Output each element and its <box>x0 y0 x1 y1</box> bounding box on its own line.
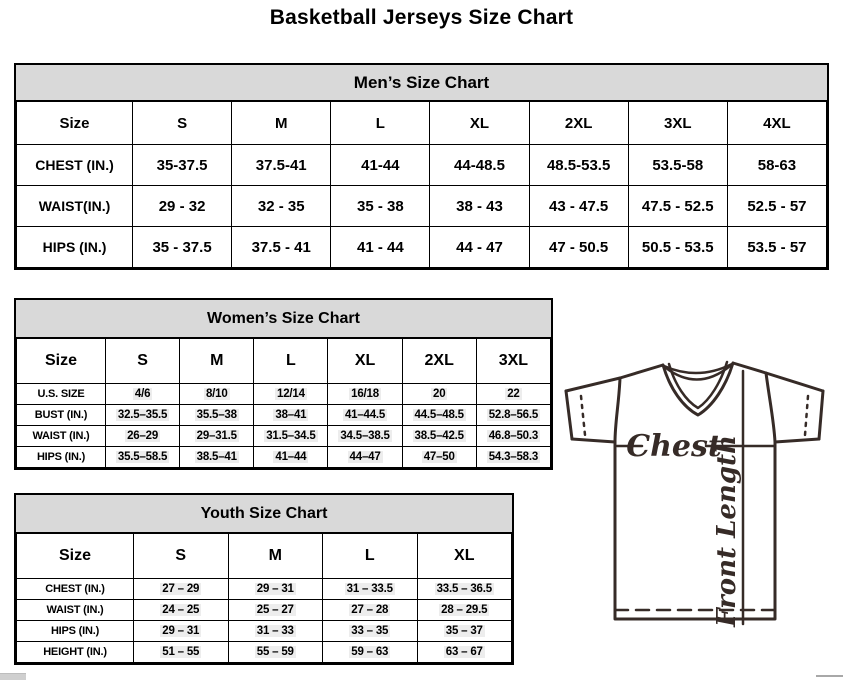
size-value: 27 – 29 <box>162 583 200 595</box>
size-value: 54.3–58.3 <box>488 451 539 463</box>
size-value-cell <box>180 405 254 426</box>
youth-chart-title: Youth Size Chart <box>16 495 512 533</box>
size-value: 38 - 43 <box>456 197 503 215</box>
size-value: 48.5-53.5 <box>546 156 611 174</box>
size-value: 63 – 67 <box>445 646 483 658</box>
table-row <box>17 405 551 426</box>
size-value: 25 – 27 <box>256 604 294 616</box>
row-label: HEIGHT (IN.) <box>17 642 134 663</box>
size-value: 44-48.5 <box>454 156 505 174</box>
size-col-header: S <box>134 534 229 579</box>
size-value-cell <box>628 227 727 268</box>
row-label: HIPS (IN.) <box>17 227 133 268</box>
jersey-right-sleeve-edge <box>819 391 823 439</box>
row-label: CHEST (IN.) <box>17 145 133 186</box>
size-value: 41-44 <box>361 156 400 174</box>
size-value: 31.5–34.5 <box>266 430 316 442</box>
size-value-cell <box>331 227 430 268</box>
size-value: 35 - 37.5 <box>152 238 212 256</box>
size-value-cell <box>529 145 628 186</box>
page-title: Basketball Jerseys Size Chart <box>269 6 574 29</box>
size-value: 44.5–48.5 <box>414 409 464 421</box>
size-value: 31 – 33 <box>256 625 294 637</box>
size-value-cell <box>133 227 232 268</box>
size-value: 27 – 28 <box>351 604 389 616</box>
table-row <box>17 447 551 468</box>
size-value: 28 – 29.5 <box>441 604 488 616</box>
size-value: 4/6 <box>134 388 151 400</box>
size-value-cell <box>232 227 331 268</box>
size-value-cell <box>402 384 476 405</box>
size-value: 32.5–35.5 <box>117 409 168 421</box>
size-value: 44 - 47 <box>456 238 503 256</box>
size-value-cell <box>628 186 727 227</box>
size-col-header: L <box>323 534 418 579</box>
jersey-right-sleeve-bottom <box>775 439 819 442</box>
size-col-header: M <box>228 534 323 579</box>
size-value-cell <box>402 405 476 426</box>
size-value-cell <box>476 447 550 468</box>
size-value: 33.5 – 36.5 <box>436 583 492 595</box>
size-value: 41–44.5 <box>344 409 386 421</box>
size-col-header: M <box>232 102 331 145</box>
size-value: 32 - 35 <box>257 197 305 215</box>
size-value: 12/14 <box>277 388 305 400</box>
jersey-left-sleeve-bottom <box>572 439 615 442</box>
size-value-cell <box>228 621 323 642</box>
size-value: 52.5 - 57 <box>747 197 807 215</box>
size-value-cell <box>328 426 402 447</box>
size-value-cell <box>254 405 328 426</box>
table-row <box>17 384 551 405</box>
size-value-cell <box>727 186 826 227</box>
row-label: HIPS (IN.) <box>17 621 134 642</box>
size-value-cell <box>180 447 254 468</box>
size-corner-header: Size <box>17 339 106 384</box>
jersey-right-cuff-dashes <box>805 396 808 435</box>
size-value-cell <box>328 405 402 426</box>
row-label: WAIST (IN.) <box>17 426 106 447</box>
size-value-cell <box>331 186 430 227</box>
size-value: 24 – 25 <box>162 604 200 616</box>
size-value-cell <box>529 227 628 268</box>
size-value: 46.8–50.3 <box>488 430 539 442</box>
mens-chart-title: Men’s Size Chart <box>16 65 827 101</box>
size-col-header: L <box>331 102 430 145</box>
size-value-cell <box>476 426 550 447</box>
size-value-cell <box>328 447 402 468</box>
size-value: 53.5 - 57 <box>747 238 807 256</box>
size-value-cell <box>417 579 512 600</box>
youth-size-chart <box>14 493 514 665</box>
size-value: 59 – 63 <box>351 646 389 658</box>
front-length-label: Front Length <box>712 435 742 627</box>
size-value-cell <box>323 642 418 663</box>
size-col-header: L <box>254 339 328 384</box>
size-value-cell <box>476 384 550 405</box>
size-header-row <box>17 534 512 579</box>
size-value-cell <box>228 600 323 621</box>
size-value: 16/18 <box>351 388 379 400</box>
size-value: 47 - 50.5 <box>549 238 609 256</box>
size-value-cell <box>328 384 402 405</box>
size-value: 37.5-41 <box>255 156 307 174</box>
size-value-cell <box>232 186 331 227</box>
size-value-cell <box>476 405 550 426</box>
size-col-header: 3XL <box>628 102 727 145</box>
table-row <box>17 186 827 227</box>
size-value-cell <box>727 145 826 186</box>
size-header-row <box>17 339 551 384</box>
size-value: 55 – 59 <box>256 646 294 658</box>
size-value-cell <box>133 145 232 186</box>
jersey-left-sleeve-edge <box>566 391 572 439</box>
jersey-left-cuff-dashes <box>581 396 585 435</box>
size-value: 38–41 <box>275 409 307 421</box>
table-row <box>17 227 827 268</box>
size-value: 44–47 <box>349 451 381 463</box>
size-value: 8/10 <box>205 388 228 400</box>
size-value-cell <box>417 621 512 642</box>
size-value-cell <box>133 186 232 227</box>
size-value-cell <box>106 384 180 405</box>
size-corner-header: Size <box>17 534 134 579</box>
size-value-cell <box>323 600 418 621</box>
size-value: 58-63 <box>757 156 797 174</box>
row-label: BUST (IN.) <box>17 405 106 426</box>
size-value: 29–31.5 <box>196 430 237 442</box>
size-col-header: 2XL <box>402 339 476 384</box>
size-value-cell <box>106 405 180 426</box>
jersey-measurement-diagram <box>556 358 843 674</box>
row-label: WAIST(IN.) <box>17 186 133 227</box>
youth-size-table <box>16 533 512 663</box>
size-col-header: XL <box>430 102 529 145</box>
size-value: 29 – 31 <box>162 625 200 637</box>
size-col-header: S <box>133 102 232 145</box>
jersey-diagram-svg <box>556 358 843 674</box>
size-value-cell <box>727 227 826 268</box>
size-value-cell <box>323 579 418 600</box>
size-value-cell <box>430 227 529 268</box>
size-col-header: XL <box>417 534 512 579</box>
size-value-cell <box>134 642 229 663</box>
size-value: 29 - 32 <box>158 197 206 215</box>
row-label: WAIST (IN.) <box>17 600 134 621</box>
row-label: HIPS (IN.) <box>17 447 106 468</box>
size-value-cell <box>628 145 727 186</box>
size-value-cell <box>232 145 331 186</box>
size-value: 37.5 - 41 <box>251 238 311 256</box>
size-value-cell <box>331 145 430 186</box>
size-value-cell <box>134 621 229 642</box>
size-value: 34.5–38.5 <box>340 430 390 442</box>
table-row <box>17 426 551 447</box>
size-value-cell <box>228 642 323 663</box>
womens-size-table <box>16 338 551 468</box>
size-col-header: S <box>106 339 180 384</box>
size-col-header: XL <box>328 339 402 384</box>
size-value: 35 – 37 <box>445 625 483 637</box>
size-value: 20 <box>433 388 446 400</box>
size-value: 50.5 - 53.5 <box>641 238 714 256</box>
jersey-right-shoulder <box>733 363 823 391</box>
size-value-cell <box>180 426 254 447</box>
size-value-cell <box>134 579 229 600</box>
size-value: 47.5 - 52.5 <box>641 197 714 215</box>
size-value-cell <box>417 600 512 621</box>
size-value-cell <box>430 145 529 186</box>
size-value: 38.5–42.5 <box>414 430 464 442</box>
jersey-left-seam <box>615 378 620 442</box>
size-value-cell <box>254 384 328 405</box>
table-row <box>17 145 827 186</box>
size-value: 29 – 31 <box>256 583 294 595</box>
size-value-cell <box>180 384 254 405</box>
size-value: 41–44 <box>275 451 307 463</box>
jersey-body <box>615 442 775 619</box>
jersey-left-shoulder <box>566 365 663 391</box>
size-value: 35.5–58.5 <box>117 451 168 463</box>
size-corner-header: Size <box>17 102 133 145</box>
size-value: 43 - 47.5 <box>549 197 609 215</box>
size-value-cell <box>106 447 180 468</box>
size-col-header: 2XL <box>529 102 628 145</box>
size-value-cell <box>323 621 418 642</box>
mens-size-table <box>16 101 827 268</box>
size-value: 38.5–41 <box>196 451 237 463</box>
horizontal-scrollbar-thumb-right[interactable] <box>816 675 843 677</box>
size-col-header: 3XL <box>476 339 550 384</box>
table-row <box>17 621 512 642</box>
size-value-cell <box>529 186 628 227</box>
jersey-right-seam <box>766 373 775 442</box>
chest-label: Chest <box>626 429 722 464</box>
size-value-cell <box>106 426 180 447</box>
size-value-cell <box>417 642 512 663</box>
size-value: 33 – 35 <box>351 625 389 637</box>
size-value: 31 – 33.5 <box>346 583 393 595</box>
size-value: 41 - 44 <box>357 238 404 256</box>
table-row <box>17 642 512 663</box>
size-value: 52.8–56.5 <box>488 409 539 421</box>
size-header-row <box>17 102 827 145</box>
size-value: 51 – 55 <box>162 646 200 658</box>
size-col-header: 4XL <box>727 102 826 145</box>
size-value-cell <box>402 426 476 447</box>
size-value: 53.5-58 <box>652 156 704 174</box>
size-value-cell <box>134 600 229 621</box>
size-value: 47–50 <box>423 451 455 463</box>
womens-chart-title: Women’s Size Chart <box>16 300 551 338</box>
size-value: 35 - 38 <box>357 197 404 215</box>
table-row <box>17 600 512 621</box>
size-value-cell <box>402 447 476 468</box>
row-label: CHEST (IN.) <box>17 579 134 600</box>
size-value: 35.5–38 <box>196 409 237 421</box>
mens-size-chart <box>14 63 829 270</box>
row-label: U.S. SIZE <box>17 384 106 405</box>
size-value-cell <box>254 426 328 447</box>
size-value-cell <box>430 186 529 227</box>
size-value-cell <box>254 447 328 468</box>
size-value: 26–29 <box>127 430 159 442</box>
size-col-header: M <box>180 339 254 384</box>
size-value: 22 <box>507 388 520 400</box>
size-value: 35-37.5 <box>156 156 208 174</box>
table-row <box>17 579 512 600</box>
size-value-cell <box>228 579 323 600</box>
womens-size-chart <box>14 298 553 470</box>
